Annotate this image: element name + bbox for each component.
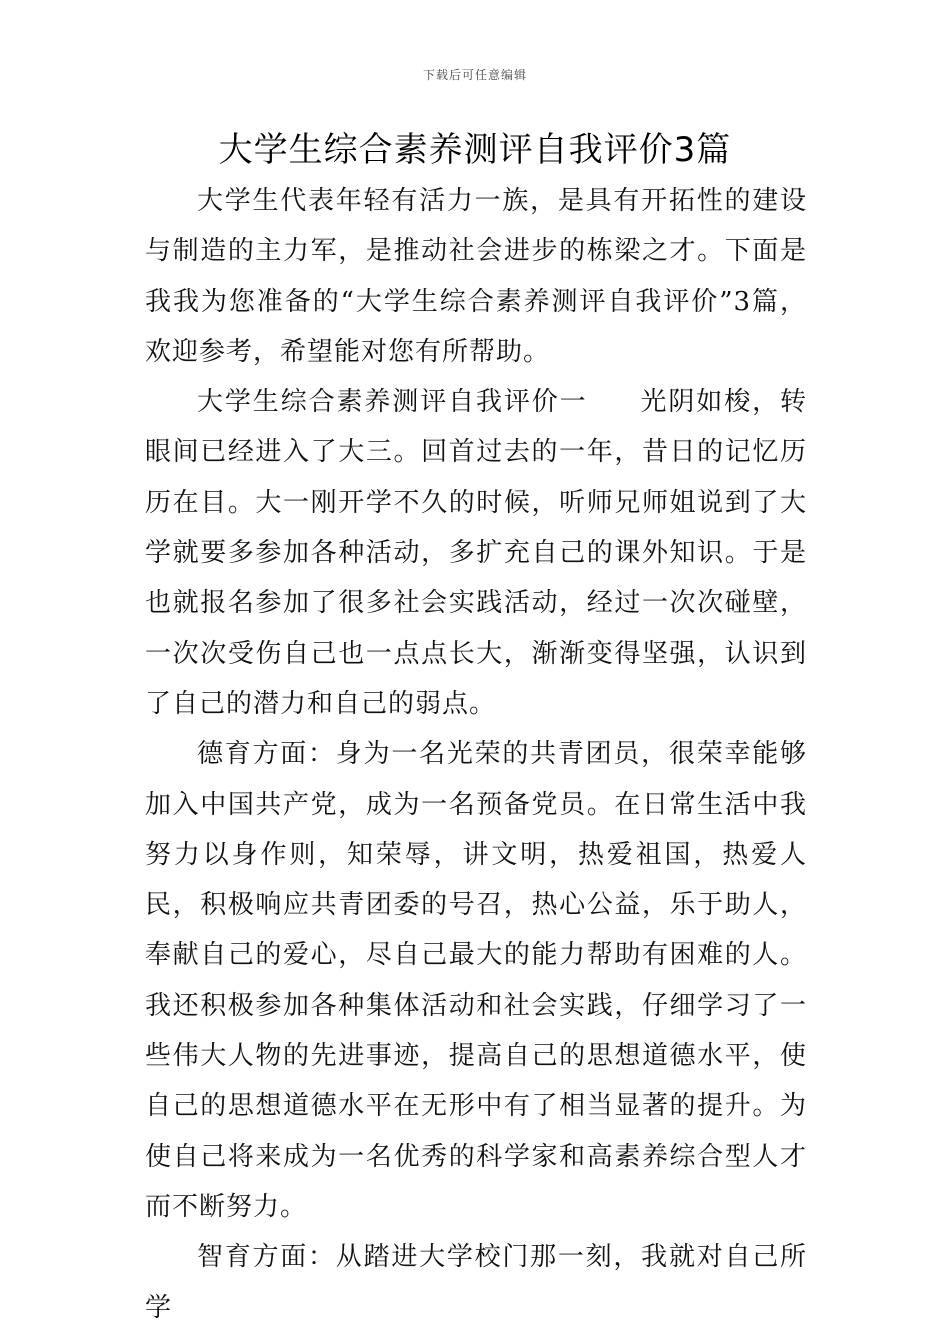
section-text: 光阴如梭，转眼间已经进入了大三。回首过去的一年，昔日的记忆历历在目。大一刚开学不久的时候，听师兄师姐说到了大学就要多参加各种活动，多扩充自己的课外知识。于是也就报名参加了很多社会实践活动，经过一次次碰壁，一次次受伤自己也一点点长大，渐渐变得坚强，认识到了自己的潜力和自己的弱点。	[145, 387, 807, 719]
paragraph-intro: 大学生代表年轻有活力一族，是具有开拓性的建设与制造的主力军，是推动社会进步的栋梁之才。下面是我我为您准备的“大学生综合素养测评自我评价”3篇，欢迎参考，希望能对您有所帮助。	[145, 186, 807, 367]
document-body	[145, 176, 807, 1333]
paragraph-evaluation-one	[145, 377, 807, 729]
section-heading: 大学生综合素养测评自我评价一	[197, 387, 588, 418]
header-note: 下载后可任意编辑	[422, 68, 527, 82]
paragraph-moral-education: 德育方面：身为一名光荣的共青团员，很荣幸能够加入中国共产党，成为一名预备党员。在日常生活中我努力以身作则，知荣辱，讲文明，热爱祖国，热爱人民，积极响应共青团委的号召，热心公益，乐于助人，奉献自己的爱心，尽自己最大的能力帮助有困难的人。我还积极参加各种集体活动和社会实践，仔细学习了一些伟大人物的先进事迹，提高自己的思想道德水平，使自己的思想道德水平在无形中有了相当显著的提升。为使自己将来成为一名优秀的科学家和高素养综合型人才而不断努力。	[145, 739, 807, 1222]
document-title: 大学生综合素养测评自我评价3篇	[218, 130, 732, 170]
paragraph-intellectual-education: 智育方面：从踏进大学校门那一刻，我就对自己所学	[145, 1242, 807, 1323]
